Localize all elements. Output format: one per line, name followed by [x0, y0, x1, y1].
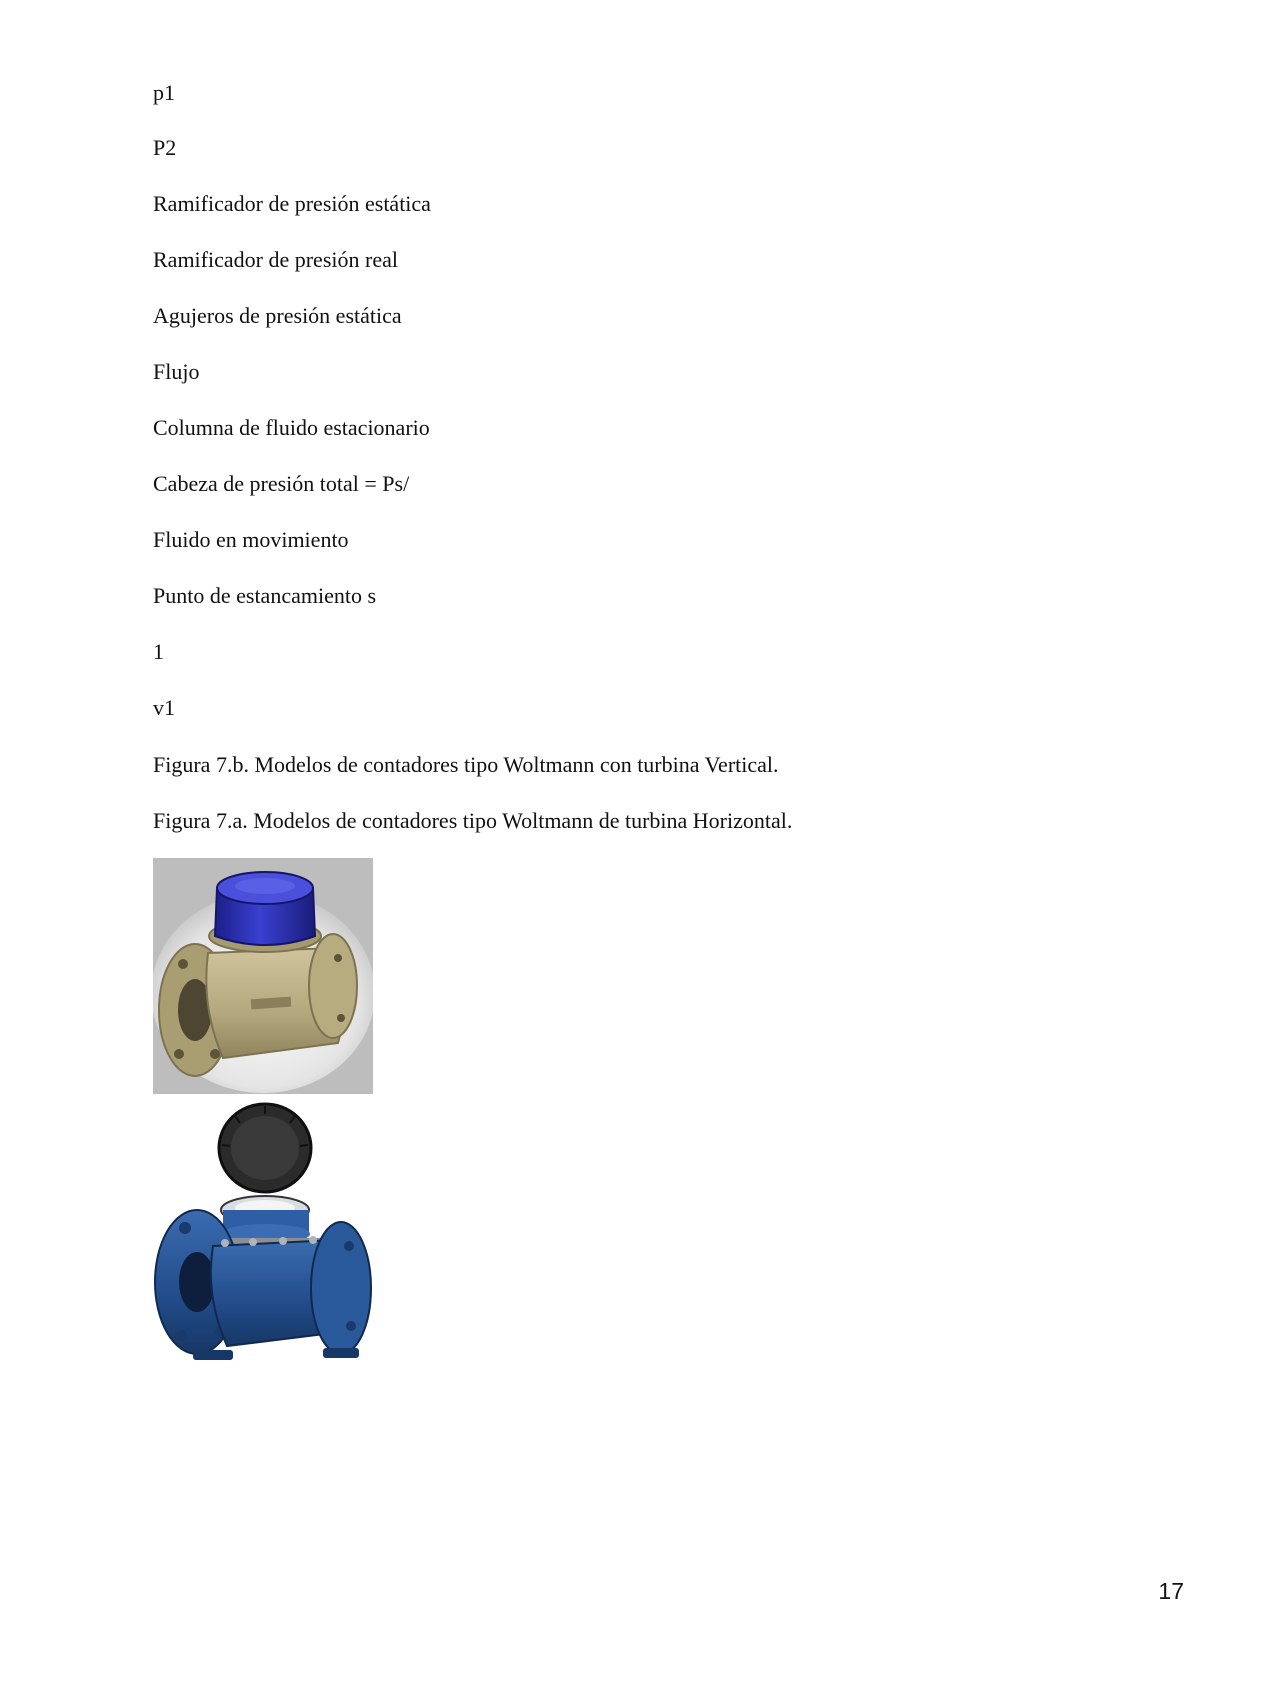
text-line-1: 1: [153, 639, 164, 664]
text-line-static-pressure-holes: Agujeros de presión estática: [153, 303, 402, 328]
text-line-v1: v1: [153, 695, 175, 720]
text-line-stationary-column: Columna de fluido estacionario: [153, 415, 430, 440]
text-line-p2: P2: [153, 135, 177, 160]
text-line-total-pressure-head: Cabeza de presión total = Ps/: [153, 471, 410, 496]
figure-caption-7a: Figura 7.a. Modelos de contadores tipo Woltmann de turbina Horizontal.: [153, 808, 793, 833]
text-line-static-pressure-tap: Ramificador de presión estática: [153, 191, 431, 216]
water-meter-horizontal-turbine-photo: [153, 1100, 383, 1381]
text-line-flow: Flujo: [153, 359, 200, 384]
text-line-stagnation-point: Punto de estancamiento s: [153, 583, 377, 608]
text-line-moving-fluid: Fluido en movimiento: [153, 527, 349, 552]
text-line-p1: p1: [153, 80, 175, 105]
page-number: 17: [1158, 1578, 1184, 1604]
figure-caption-7b: Figura 7.b. Modelos de contadores tipo Woltmann con turbina Vertical.: [153, 752, 779, 777]
text-line-real-pressure-tap: Ramificador de presión real: [153, 247, 398, 272]
water-meter-vertical-turbine-photo: [153, 858, 373, 1099]
